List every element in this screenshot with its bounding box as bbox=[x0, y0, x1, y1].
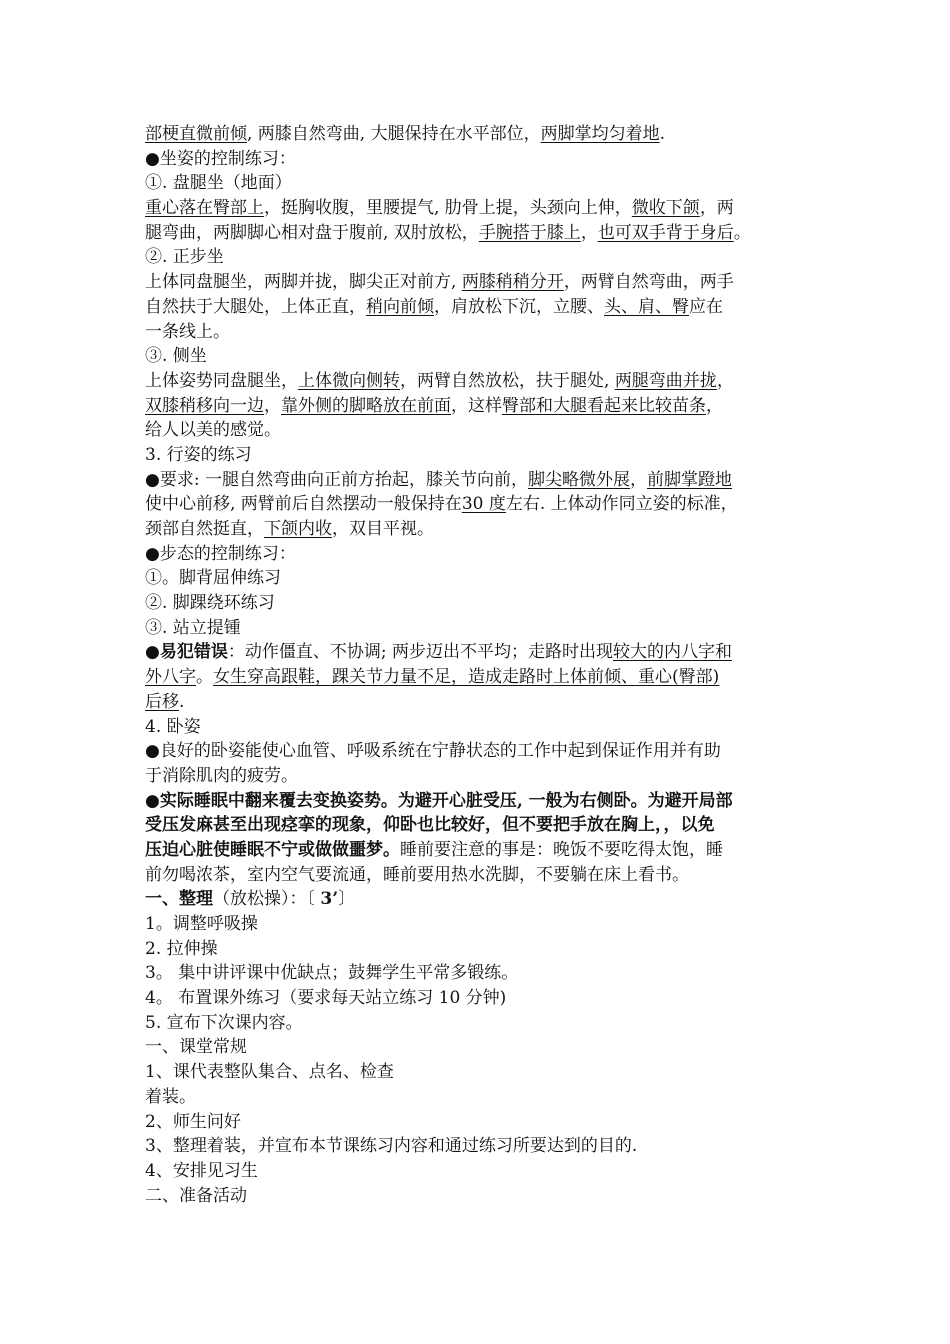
text-run: 自然扶于大腿处，上体正直， bbox=[145, 296, 366, 317]
text-run: ，两 bbox=[699, 198, 734, 219]
text-line bbox=[145, 961, 825, 986]
text-line bbox=[145, 937, 825, 962]
text-line bbox=[145, 1060, 825, 1085]
text-line bbox=[145, 147, 825, 172]
text-line bbox=[145, 887, 825, 912]
text-line bbox=[145, 171, 825, 196]
text-run: ③. 站立提锺 bbox=[145, 617, 241, 638]
text-run: ③. 侧坐 bbox=[145, 346, 207, 367]
text-run: ●要求: 一腿自然弯曲向正前方抬起，膝关节向前， bbox=[145, 469, 528, 490]
text-run: ， bbox=[629, 469, 647, 490]
text-run: 。 bbox=[733, 222, 751, 243]
text-line bbox=[145, 813, 825, 838]
text-run: 。 bbox=[196, 667, 213, 688]
text-run: 给人以美的感觉。 bbox=[145, 420, 281, 441]
text-line bbox=[145, 715, 825, 740]
text-line bbox=[145, 295, 825, 320]
text-line bbox=[145, 665, 825, 690]
text-run: ●实际睡眠中翻来覆去变换姿势。为避开心脏受压, 一般为右侧卧。为避开局部 bbox=[145, 790, 733, 811]
text-line bbox=[145, 369, 825, 394]
text-run: 5. 宣布下次课内容。 bbox=[145, 1012, 303, 1033]
text-run: 应在 bbox=[689, 296, 723, 317]
text-run: 两腿弯曲并拢 bbox=[614, 370, 717, 391]
text-run: 一、课堂常规 bbox=[145, 1037, 247, 1058]
text-line bbox=[145, 591, 825, 616]
text-run: 〕 bbox=[338, 889, 356, 910]
text-run: 两膝稍稍分开 bbox=[461, 272, 564, 293]
text-line bbox=[145, 443, 825, 468]
text-run: ①。脚背屈伸练习 bbox=[145, 568, 281, 589]
text-run: ，两臂自然弯曲，两手 bbox=[563, 272, 734, 293]
text-line bbox=[145, 690, 825, 715]
text-run: 手腕搭于膝上 bbox=[478, 222, 581, 243]
text-run: 外八字 bbox=[145, 667, 196, 688]
text-line bbox=[145, 1134, 825, 1159]
text-line bbox=[145, 542, 825, 567]
text-line bbox=[145, 394, 825, 419]
text-line bbox=[145, 221, 825, 246]
text-run: 1、课代表整队集合、点名、检查 bbox=[145, 1062, 394, 1083]
text-run: ②. 正步坐 bbox=[145, 247, 224, 268]
text-run: ， bbox=[706, 395, 723, 416]
text-run: 3。 集中讲评课中优缺点；鼓舞学生平常多锻练。 bbox=[145, 963, 519, 984]
text-run: 前勿喝浓茶，室内空气要流通，睡前要用热水洗脚，不要躺在床上看书。 bbox=[145, 864, 689, 885]
text-run: 较大的内八字和 bbox=[612, 642, 732, 663]
text-line bbox=[145, 566, 825, 591]
text-run: . bbox=[179, 691, 185, 712]
text-run: 3’ bbox=[320, 889, 339, 910]
text-line bbox=[145, 863, 825, 888]
text-run: ●易犯错误 bbox=[145, 642, 228, 663]
text-run: 部梗直微前倾 bbox=[145, 124, 247, 144]
text-run: ，肩放松下沉，立腰、 bbox=[434, 296, 604, 317]
text-run: . bbox=[659, 124, 666, 144]
text-line bbox=[145, 196, 825, 221]
text-line bbox=[145, 1110, 825, 1135]
text-run: 4. 卧姿 bbox=[145, 716, 201, 737]
text-run: 上体同盘腿坐，两脚并拢，脚尖正对前方, bbox=[145, 272, 462, 293]
text-run: 2、师生问好 bbox=[145, 1111, 241, 1132]
text-line bbox=[145, 517, 825, 542]
text-run: ， bbox=[580, 222, 598, 243]
text-run: ●步态的控制练习： bbox=[145, 543, 296, 564]
text-run: （放松操）：〔 bbox=[213, 889, 321, 910]
text-line bbox=[145, 418, 825, 443]
text-run: ，双目平视。 bbox=[332, 519, 434, 539]
text-run: 4、安排见习生 bbox=[145, 1160, 258, 1181]
text-run: 前脚掌蹬地 bbox=[646, 469, 732, 490]
text-line bbox=[145, 764, 825, 789]
text-run: 3. 行姿的练习 bbox=[145, 444, 252, 465]
text-run: 上体微向侧转 bbox=[298, 370, 400, 391]
text-run: 3、整理着装，并宣布本节课练习内容和通过练习所要达到的目的. bbox=[145, 1136, 638, 1157]
text-run: 稍向前倾 bbox=[366, 296, 434, 317]
text-line bbox=[145, 1011, 825, 1036]
text-run: 一条线上。 bbox=[145, 321, 230, 342]
text-run: 于消除肌肉的疲劳。 bbox=[145, 765, 298, 786]
text-run: ， bbox=[264, 395, 281, 416]
text-line bbox=[145, 986, 825, 1011]
text-line bbox=[145, 468, 825, 493]
text-line bbox=[145, 838, 825, 863]
text-run: 后移 bbox=[145, 691, 179, 712]
text-run: 压迫心脏使睡眠不宁或做做噩梦。 bbox=[145, 839, 400, 860]
text-line bbox=[145, 1035, 825, 1060]
text-line bbox=[145, 270, 825, 295]
text-run: 微收下颌 bbox=[631, 198, 700, 219]
text-run: ●坐姿的控制练习： bbox=[145, 148, 296, 169]
text-run: 两脚掌均匀着地 bbox=[540, 124, 660, 144]
text-run: ①. 盘腿坐（地面） bbox=[145, 173, 292, 194]
text-run: 着装。 bbox=[145, 1086, 196, 1107]
text-line bbox=[145, 122, 825, 147]
text-line bbox=[145, 320, 825, 345]
text-run: 女生穿高跟鞋，踝关节力量不足，造成走路时上体前倾、重心(臀部) bbox=[213, 667, 720, 688]
text-run: 30 度 bbox=[461, 494, 506, 515]
text-run: 一、整理 bbox=[145, 889, 213, 910]
text-run: ：动作僵直、不协调; 两步迈出不平均；走路时出现 bbox=[227, 642, 613, 663]
text-run: ②. 脚踝绕环练习 bbox=[145, 593, 275, 614]
text-line bbox=[145, 1085, 825, 1110]
text-run: ，挺胸收腹，里腰提气, 肋骨上提，头颈向上伸， bbox=[264, 198, 632, 219]
text-run: 使中心前移, 两臂前后自然摆动一般保持在 bbox=[145, 494, 462, 515]
text-run: 睡前要注意的事是：晚饭不要吃得太饱，睡 bbox=[400, 839, 723, 860]
text-line bbox=[145, 616, 825, 641]
text-run: 受压发麻甚至出现痉挛的现象，仰卧也比较好，但不要把手放在胸上，，以免 bbox=[145, 815, 715, 836]
text-run: 1。调整呼吸操 bbox=[145, 914, 258, 934]
text-run: 左右. 上体动作同立姿的标准， bbox=[505, 494, 738, 515]
text-line bbox=[145, 739, 825, 764]
text-run: ，这样 bbox=[451, 395, 502, 416]
text-run: 二、准备活动 bbox=[145, 1185, 247, 1206]
text-run: 腿弯曲，两脚脚心相对盘于腹前, 双肘放松， bbox=[145, 222, 479, 243]
text-run: 靠外侧的脚略放在前面 bbox=[281, 395, 451, 416]
text-run: ，两臂自然放松，扶于腿处, bbox=[400, 370, 615, 391]
text-run: 臀部和大腿看起来比较苗条 bbox=[502, 395, 706, 416]
text-run: 上体姿势同盘腿坐， bbox=[145, 370, 298, 391]
text-line bbox=[145, 789, 825, 814]
text-run: 2. 拉伸操 bbox=[145, 938, 218, 959]
text-line bbox=[145, 1184, 825, 1209]
text-line bbox=[145, 912, 825, 937]
text-line bbox=[145, 344, 825, 369]
text-run: 重心落在臀部上 bbox=[145, 198, 264, 219]
document-page bbox=[145, 122, 825, 1208]
text-line bbox=[145, 1159, 825, 1184]
text-line bbox=[145, 245, 825, 270]
text-run: 头、肩、臀 bbox=[604, 296, 689, 317]
text-run: ●良好的卧姿能使心血管、呼吸系统在宁静状态的工作中起到保证作用并有助 bbox=[145, 741, 721, 762]
text-run: 颈部自然挺直， bbox=[145, 519, 264, 539]
text-run: 双膝稍移向一边 bbox=[145, 395, 264, 416]
text-line bbox=[145, 492, 825, 517]
text-run: 脚尖略微外展 bbox=[527, 469, 630, 490]
text-line bbox=[145, 640, 825, 665]
text-run: ， bbox=[716, 370, 734, 391]
text-run: 4。 布置课外练习（要求每天站立练习 10 分钟) bbox=[145, 988, 507, 1009]
text-run: , 两膝自然弯曲, 大腿保持在水平部位， bbox=[247, 124, 541, 144]
text-run: 也可双手背于身后 bbox=[597, 222, 734, 243]
text-run: 下颌内收 bbox=[264, 519, 332, 539]
